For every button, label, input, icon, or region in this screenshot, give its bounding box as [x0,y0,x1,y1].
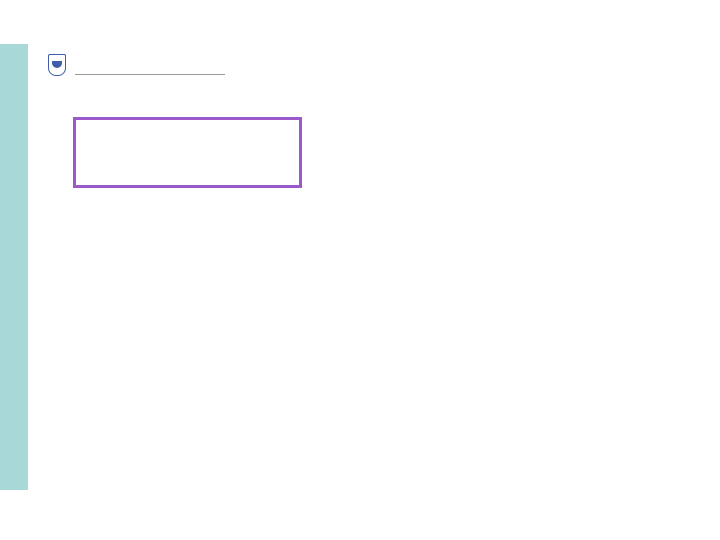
side-bar [0,44,28,490]
logo-divider [75,74,225,75]
topic-box [73,117,302,188]
ministry-logo [48,52,233,92]
footer-logo [10,497,150,537]
coat-of-arms-icon [48,54,66,76]
